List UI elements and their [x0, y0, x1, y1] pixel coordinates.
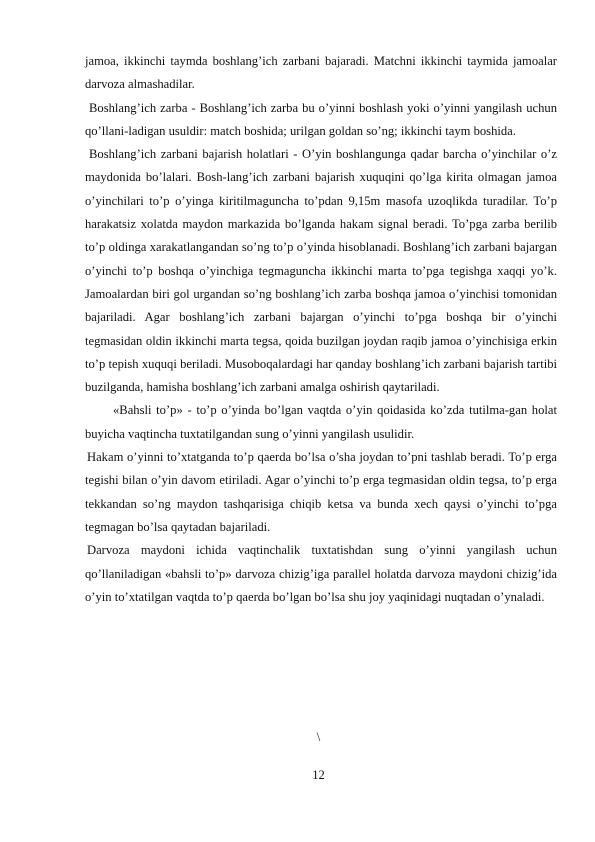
- paragraph-boshlangich-zarba: Boshlang’ich zarba - Boshlang’ich zarba bu o’yinni boshlash yoki o’yinni yangilash uchun qo’llani-ladigan usuldir: match boshida; urilgan goldan so’ng; ikkinchi taym boshida.: [85, 100, 557, 138]
- paragraph-darvoza-maydoni: Darvoza maydoni ichida vaqtinchalik tuxtatishdan sung o’yinni yangilash uchun qo’llaniladigan «bahsli to’p» darvoza chizig’iga parallel holatda darvoza maydoni chizig’ida o’yin to’xtatilgan vaqtda to’p qaerda bo’lgan bo’lsa shu joy yaqinidagi nuqtadan o’ynaladi.: [85, 543, 557, 604]
- paragraph-continuation: jamoa, ikkinchi taymda boshlang’ich zarbani bajaradi. Matchni ikkinchi taymida jamoalar darvoza almashadilar.: [85, 54, 557, 92]
- paragraph-hakam: Hakam o’yinni to’xtatganda to’p qaerda bo’lsa o’sha joydan to’pni tashlab beradi. To’p erga tegishi bilan o’yin davom etiriladi. Agar o’yinchi to’p erga tegmasidan oldin tegsa, to’p erga tekkandan so’ng maydon tashqarisiga chiqib ketsa va bunda xech qaysi o’yinchi to’pga tegmagan bo’lsa qaytadan bajariladi.: [85, 450, 557, 534]
- page-number: 12: [312, 768, 325, 782]
- paragraph-bahsli-top: «Bahsli to’p» - to’p o’yinda bo’lgan vaqtda o’yin qoidasida ko’zda tutilma-gan holat buyicha vaqtincha tuxtatilgandan sung o’yinni yangilash usulidir.: [85, 403, 557, 441]
- paragraph-bajarish-holatlari: Boshlang’ich zarbani bajarish holatlari - O’yin boshlangunga qadar barcha o’yinchilar o’z maydonida bo’lalari. Bosh-lang’ich zarbani bajarish xuquqini qo’lga kirita olmagan jamoa o’yinchilari to’p o’yinga kiritilmaguncha to’pdan 9,15m masofa uzoqlikda turadilar. To’p harakatsiz xolatda maydon markazida bo’lganda hakam signal beradi. To’pga zarba berilib to’p oldinga xarakatlangandan so’ng to’p o’yinda hisoblanadi. Boshlang’ich zarbani bajargan o’yinchi to’p boshqa o’yinchiga tegmaguncha ikkinchi marta to’pga tegishga xaqqi yo’k. Jamoalardan biri gol urgandan so’ng boshlang’ich zarba boshqa jamoa o’yinchisi tomonidan bajariladi. Agar boshlang’ich zarbani bajargan o’yinchi to’pga boshqa bir o’yinchi tegmasidan oldin ikkinchi marta tegsa, qoida buzilgan joydan raqib jamoa o’yinchisiga erkin to’p tepish xuquqi beriladi. Musoboqalardagi har qanday boshlang’ich zarbani bajarish tartibi buzilganda, hamisha boshlang’ich zarbani amalga oshirish qaytariladi.: [85, 147, 557, 395]
- document-body: [85, 50, 557, 609]
- stray-backslash: \: [316, 730, 321, 744]
